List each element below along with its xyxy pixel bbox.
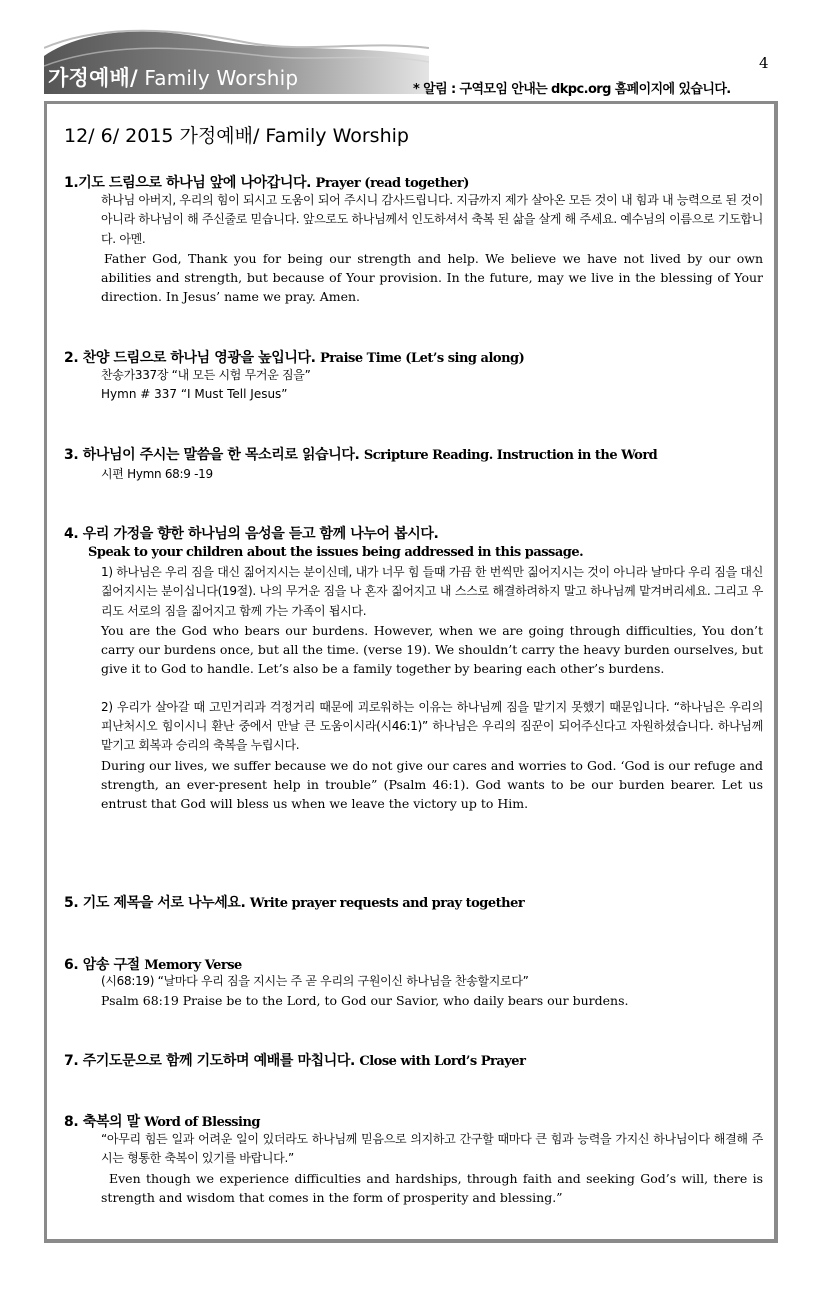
section-2-hymn-korean: 찬송가337장 “내 모든 시험 무거운 짐을” <box>101 368 311 382</box>
section-4-point-1-korean: 1) 하나님은 우리 짐을 대신 짊어지시는 분이신데, 내가 너무 힘 들때 가끔 한 번씩만 짊어지시는 것이 아니라 날마다 우리 짐을 대신 짊어지시는 분이십니다(19절). 나의 무거운 짐을 나 혼자 짊어지고 내 스스로 해결하려하지 말고 하나님께 맡겨버리세요. 그리고 우리도 서로의 짐을 짊어지고 함께 가는 가족이 됩시다. <box>101 565 763 618</box>
header-title <box>48 62 298 92</box>
section-8-heading-english: Word of Blessing <box>144 1115 260 1130</box>
section-2-heading-korean: 2. 찬양 드림으로 하나님 영광을 높입니다. <box>64 350 316 366</box>
section-4-point-1-english: You are the God who bears our burdens. However, when we are going through difficulties, You don’t carry our burdens once, but all the time. (verse 19). We shouldn’t carry the heavy burden ourselves, but give it to God to handle. Let’s also be a family together by bearing each other’s burdens. <box>101 622 763 677</box>
section-1-english-prayer: Father God, Thank you for being our strength and help. We believe we have not lived by our own abilities and strength, but because of Your provision. In the future, may we live in the blessing of Your direction. In Jesus’ name we pray. Amen. <box>101 250 763 305</box>
section-2-hymn-english: Hymn # 337 “I Must Tell Jesus” <box>101 387 288 401</box>
section-7-heading <box>64 1050 525 1070</box>
section-4-heading-korean: 4. 우리 가정을 향한 하나님의 음성을 듣고 함께 나누어 봅시다. <box>64 526 439 542</box>
section-2-heading <box>64 347 524 367</box>
section-3-heading-english: Scripture Reading. Instruction in the Word <box>363 448 658 463</box>
section-7-heading-english: Close with Lord’s Prayer <box>359 1054 526 1069</box>
section-1-body <box>101 191 763 307</box>
section-3-scripture-reference: 시편 Hymn 68:9 -19 <box>101 467 213 481</box>
section-4-point-2-english: During our lives, we suffer because we do not give our cares and worries to God. ‘God is our refuge and strength, an ever-present help in trouble” (Psalm 46:1). God wants to be our burden bearer. Let us entrust that God will bless us when we leave the victory up to Him. <box>101 757 763 812</box>
section-1-heading <box>64 172 469 192</box>
section-5-heading-korean: 5. 기도 제목을 서로 나누세요. <box>64 895 246 911</box>
section-6-verse-korean: (시68:19) “날마다 우리 짐을 지시는 주 곧 우리의 구원이신 하나님을 찬송할지로다” <box>101 974 529 988</box>
page-number: 4 <box>759 54 769 72</box>
section-3-heading <box>64 444 657 464</box>
section-1-heading-korean: 1.기도 드림으로 하나님 앞에 나아갑니다. <box>64 175 312 191</box>
section-1-korean-prayer: 하나님 아버지, 우리의 힘이 되시고 도움이 되어 주시니 감사드립니다. 지금까지 제가 살아온 모든 것이 내 힘과 내 능력으로 된 것이 아니라 하나님이 해 주신줄로 믿습니다. 앞으로도 하나님께서 인도하셔서 축복 된 삶을 살게 해 주세요. 예수님의 이름으로 기도합니다. 아멘. <box>101 193 763 246</box>
section-8-blessing-korean: “아무리 힘든 일과 어려운 일이 있더라도 하나님께 믿음으로 의지하고 간구할 때마다 큰 힘과 능력을 가지신 하나님이다 해결해 주시는 형통한 축복이 있기를 바랍니다.” <box>101 1132 763 1166</box>
header-title-korean: 가정예배/ <box>48 66 138 90</box>
section-8-body <box>101 1130 763 1207</box>
section-4-heading <box>64 523 438 543</box>
worship-title: 12/ 6/ 2015 가정예배/ Family Worship <box>64 125 409 147</box>
section-4-point-2-korean: 2) 우리가 살아갈 때 고민거리과 걱정거리 때문에 괴로워하는 이유는 하나님께 짐을 맡기지 못했기 때문입니다. “하나님은 우리의 피난처시오 힘이시니 환난 중에서 만날 큰 도움이시라(시46:1)” 하나님은 우리의 짐꾼이 되어주신다고 자원하셨습니다. 하나님께 맡기고 회복과 승리의 축복을 누립시다. <box>101 699 763 753</box>
section-4-body <box>101 563 763 814</box>
section-4-subheading: Speak to your children about the issues being addressed in this passage. <box>88 545 584 560</box>
section-6-heading <box>64 954 242 974</box>
section-8-heading <box>64 1111 260 1131</box>
section-6-verse-english: Psalm 68:19 Praise be to the Lord, to God our Savior, who daily bears our burdens. <box>101 993 629 1008</box>
section-3-heading-korean: 3. 하나님이 주시는 말씀을 한 목소리로 읽습니다. <box>64 447 360 463</box>
header-title-english: Family Worship <box>144 66 299 90</box>
section-1-heading-english: Prayer (read together) <box>315 176 469 191</box>
section-6-heading-korean: 6. 암송 구절 <box>64 957 140 973</box>
notice-text: * 알림 : 구역모임 안내는 dkpc.org 홈페이지에 있습니다. <box>413 82 731 97</box>
section-6-heading-english: Memory Verse <box>144 958 242 973</box>
section-5-heading-english: Write prayer requests and pray together <box>249 896 525 911</box>
section-5-heading <box>64 892 524 912</box>
section-7-heading-korean: 7. 주기도문으로 함께 기도하며 예배를 마칩니다. <box>64 1053 355 1069</box>
section-8-heading-korean: 8. 축복의 말 <box>64 1114 140 1130</box>
section-2-heading-english: Praise Time (Let’s sing along) <box>320 351 525 366</box>
section-8-blessing-english: Even though we experience difficulties and hardships, through faith and seeking God’s will, there is strength and wisdom that comes in the form of prosperity and blessing.” <box>101 1170 763 1205</box>
